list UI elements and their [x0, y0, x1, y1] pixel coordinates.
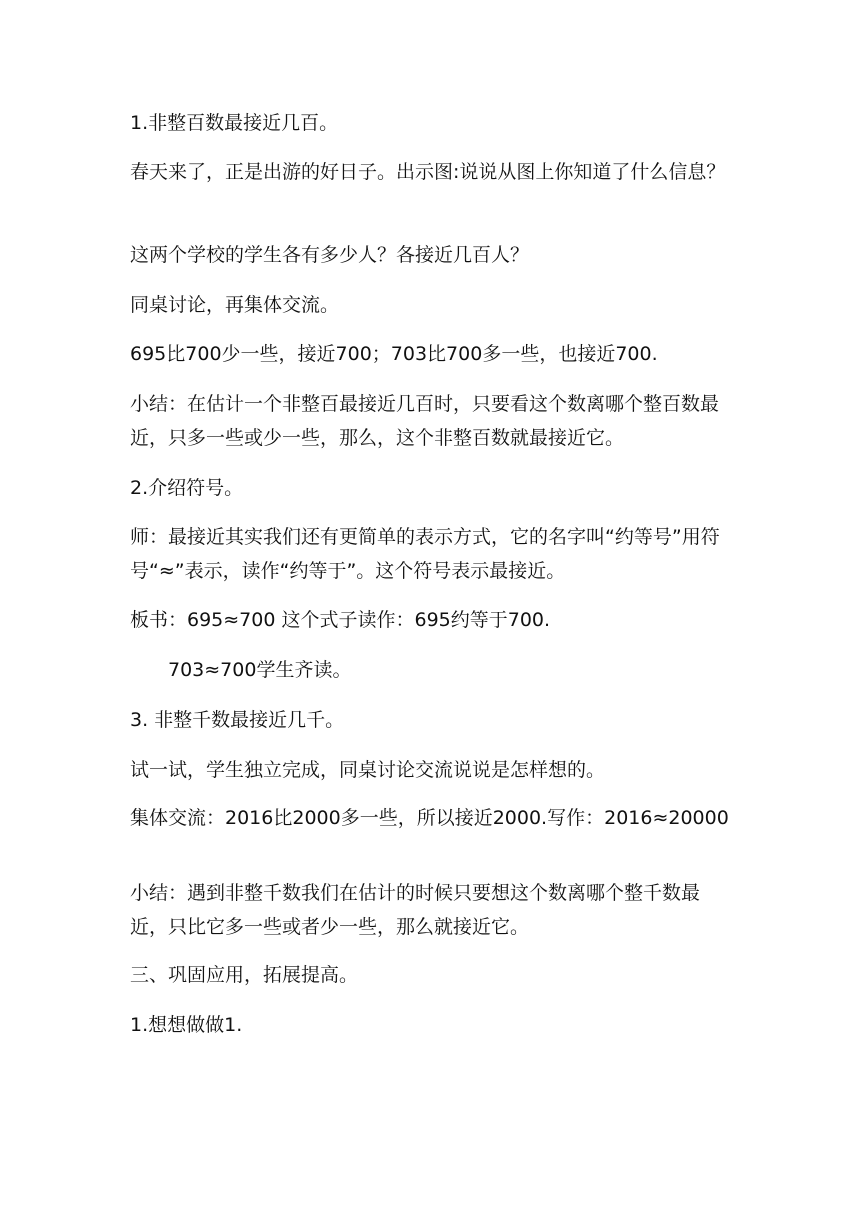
- paragraph-summary-thousands: 小结：遇到非整千数我们在估计的时候只要想这个数离哪个整千数最近，只比它多一些或者少一些，那么就接近它。: [130, 882, 701, 938]
- paragraph-discussion: 同桌讨论，再集体交流。: [130, 294, 340, 316]
- heading-think-and-do: 1.想想做做1.: [130, 1014, 243, 1036]
- paragraph-try-it: 试一试，学生独立完成，同桌讨论交流说说是怎样想的。: [130, 759, 606, 781]
- paragraph-summary-hundreds: 小结：在估计一个非整百最接近几百时，只要看这个数离哪个整百数最近，只多一些或少一些，那么，这个非整百数就最接近它。: [130, 393, 720, 449]
- paragraph-695-703-comparison: 695比700少一些，接近700；703比700多一些，也接近700.: [130, 343, 658, 365]
- paragraph-question-students: 这两个学校的学生各有多少人？各接近几百人？: [130, 244, 530, 266]
- paragraph-703-read-aloud: 703≈700学生齐读。: [168, 659, 352, 681]
- paragraph-board-writing: 板书：695≈700 这个式子读作：695约等于700.: [130, 609, 551, 631]
- paragraph-spring-outing: 春天来了，正是出游的好日子。出示图:说说从图上你知道了什么信息？: [130, 161, 726, 183]
- heading-consolidate-apply: 三、巩固应用，拓展提高。: [130, 964, 359, 986]
- heading-non-thousand-numbers: 3. 非整千数最接近几千。: [130, 709, 345, 731]
- heading-non-hundred-numbers: 1.非整百数最接近几百。: [130, 112, 339, 134]
- paragraph-teacher-symbol: 师：最接近其实我们还有更简单的表示方式，它的名字叫“约等号”用符号“≈”表示，读作“约等于”。这个符号表示最接近。: [130, 526, 720, 582]
- paragraph-collective-exchange: 集体交流：2016比2000多一些，所以接近2000.写作：2016≈20000: [130, 807, 729, 829]
- heading-introduce-symbol: 2.介绍符号。: [130, 477, 244, 499]
